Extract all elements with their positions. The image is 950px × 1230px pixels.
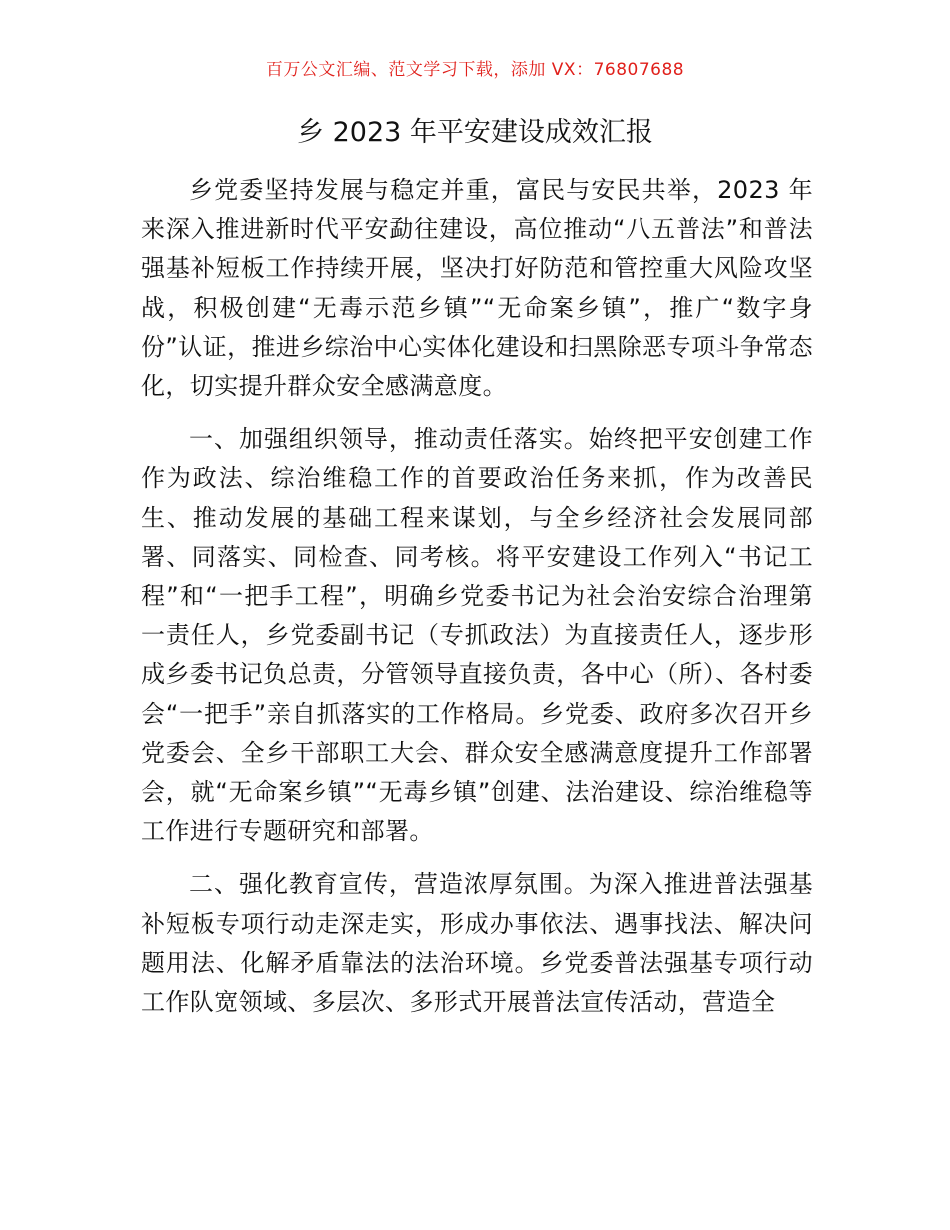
document-body bbox=[141, 171, 813, 1036]
header-watermark-note: 百万公文汇编、范文学习下载，添加 VX：76807688 bbox=[265, 60, 685, 80]
document-title: 乡 2023 年平安建设成效汇报 bbox=[297, 117, 653, 148]
paragraph-section-2: 二、强化教育宣传，营造浓厚氛围。为深入推进普法强基补短板专项行动走深走实，形成办事依法、遇事找法、解决问题用法、化解矛盾靠法的法治环境。乡党委普法强基专项行动工作队宽领域、多层次、多形式开展普法宣传活动，营造全 bbox=[141, 870, 813, 1017]
paragraph-section-1: 一、加强组织领导，推动责任落实。始终把平安创建工作作为政法、综治维稳工作的首要政治任务来抓，作为改善民生、推动发展的基础工程来谋划，与全乡经济社会发展同部署、同落实、同检查、同考核。将平安建设工作列入“书记工程”和“一把手工程”，明确乡党委书记为社会治安综合治理第一责任人，乡党委副书记（专抓政法）为直接责任人，逐步形成乡委书记负总责，分管领导直接负责，各中心（所）、各村委会“一把手”亲自抓落实的工作格局。乡党委、政府多次召开乡党委会、全乡干部职工大会、群众安全感满意度提升工作部署会，就“无命案乡镇”“无毒乡镇”创建、法治建设、综治维稳等工作进行专题研究和部署。 bbox=[141, 425, 813, 846]
paragraph-intro: 乡党委坚持发展与稳定并重，富民与安民共举，2023 年来深入推进新时代平安勐往建设，高位推动“八五普法”和普法强基补短板工作持续开展，坚决打好防范和管控重大风险攻坚战，积极创建“无毒示范乡镇”“无命案乡镇”，推广“数字身份”认证，推进乡综治中心实体化建设和扫黑除恶专项斗争常态化，切实提升群众安全感满意度。 bbox=[141, 176, 813, 401]
